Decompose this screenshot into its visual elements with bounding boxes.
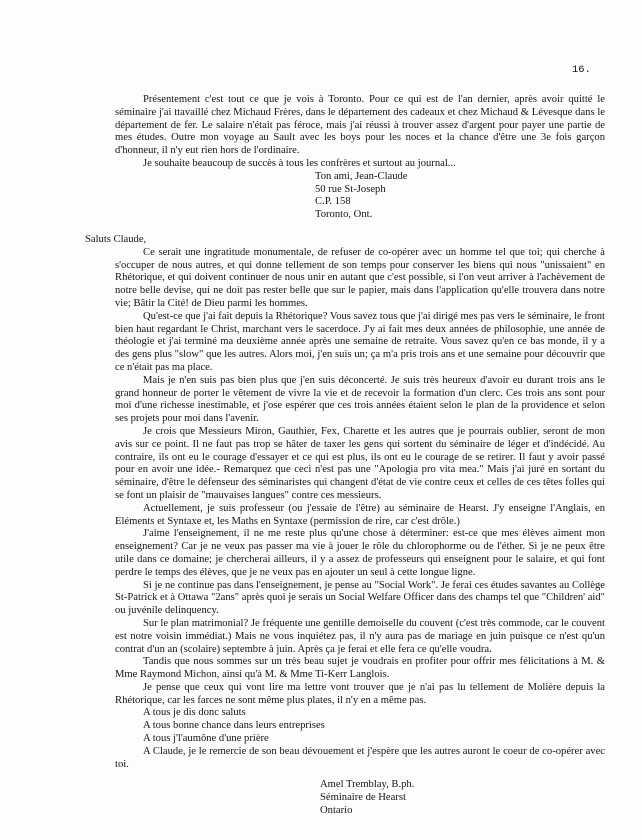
signature-line: 50 rue St-Joseph <box>315 183 386 195</box>
signature-line: Ton ami, Jean-Claude <box>315 170 408 182</box>
letter2-paragraph: Qu'est-ce que j'ai fait depuis la Rhétorique? Vous savez tous que j'ai dirigé mes pas vers le séminaire, le front bien haut regardant le Christ, marchant vers le sacerdoce. J'y ai fait mes deux années de philosophie, une année de théologie et j'ai terminé ma deuxième année après une semaine de retraite. Vous savez qu'en ce bas monde, il y a des gens plus "slow" que les autres. Alors moi, j'en suis un; ça m'a pris trois ans et une semaine pour découvrir que ce n'était pas ma place. <box>115 310 605 373</box>
signature-line: Ontario <box>320 805 353 817</box>
letter1-signature <box>315 171 605 222</box>
letter-one <box>115 94 605 222</box>
signature-line: C.P. 158 <box>315 196 351 208</box>
salutation: Saluts Claude, <box>85 234 147 245</box>
signature-line: Amel Tremblay, B.ph. <box>320 779 415 791</box>
signature-line: Toronto, Ont. <box>315 209 373 221</box>
signature-line: Séminaire de Hearst <box>320 792 406 804</box>
letter2-paragraph: Tandis que nous sommes sur un très beau sujet je voudrais en profiter pour offrir mes félicitations à M. & Mme Raymond Michon, ainsi qu'à M. & Mme Ti-Kerr Langlois. <box>115 656 605 681</box>
letter2-paragraph: Si je ne continue pas dans l'enseignement, je pense au "Social Work". Je ferai ces études savantes au Collège St-Patrick et à Ottawa "2ans" après quoi je serais un Social Welfare Officer dans des champs tel que "Children' aid" ou juvénile delinquency. <box>115 579 605 617</box>
closing-line: A tous bonne chance dans leurs entreprises <box>143 720 325 732</box>
closing-line: A Claude, je le remercie de son beau dévouement et j'espère que les autres auront le coeur de co-opérer avec toi. <box>115 745 605 770</box>
letter2-paragraph: Je pense que ceux qui vont lire ma lettre vont trouver que je n'ai pas lu tellement de Molière depuis la Rhétorique, car les farces ne sont même plus plates, il n'y en a même pas. <box>115 681 605 706</box>
letter1-paragraph-2: Je souhaite beaucoup de succès à tous les confrères et surtout au journal... <box>143 157 456 169</box>
page-number: 16. <box>572 64 591 76</box>
letter2-signature <box>320 779 605 817</box>
letter1-paragraph-1: Présentement c'est tout ce que je vois à Toronto. Pour ce qui est de l'an dernier, après avoir quitté le séminaire j'ai ttavaillé chez Michaud Frères, dans le département des cadeaux et chez Michaud & Lévesque dans le département de fer. Le salaire n'était pas féroce, mais j'ai réussi à trouver assez d'argent pour payer une partie de mes études. Outre mon voyage au Sault avec les boys pour les noces et la chance d'être une 3e fois garçon d'honneur, il n'y eut rien hors de l'ordinaire. <box>115 94 605 157</box>
letter2-paragraph: Sur le plan matrimonial? Je fréquente une gentille demoiselle du couvent (c'est très commode, car le couvent est notre voisin immédiat.) Mais ne vous inquiétez pas, il n'y aura pas de mariage en juin puisque ce n'est qu'un contrat d'un an (scolaire) septembre à juin. Après ça je ferai et elle fera ce qu'elle voudra. <box>115 617 605 655</box>
letter2-paragraph: Ce serait une ingratitude monumentale, de refuser de co-opérer avec un homme tel que toi; qui cherche à s'occuper de nous autres, et qui donne tellement de son temps pour conserver les biens qui nous "unissaient" en Rhétorique, et qui doivent continuer de nous unir en autant que c'est possible, si l'on veut arriver à l'achèvement de notre belle devise, qui ne doit pas rester belle que sur le papier, mais dans l'application qu'elle trouvera dans notre vie; Bâtir la Cité! de Dieu parmi les hommes. <box>115 246 605 309</box>
letter-two <box>85 234 605 818</box>
letter2-paragraph: Je crois que Messieurs Miron, Gauthier, Fex, Charette et les autres que je pourrais oublier, seront de mon avis sur ce point. Il ne faut pas trop se hâter de taxer les gens qui sortent du séminaire de léger et d'indécidé. Au contraire, ils ont eu le courage d'essayer et ce qui est plus, ils ont eu le courage de se retirer. Il faut y avoir passé pour en avoir une idée.- Remarquez que ceci n'est pas une "Apologia pro vita mea." Mais j'ai juré en sortant du séminaire, d'être le défenseur des séminaristes qui changent d'état de vie contre ceux et celles de ces têtes folles qui se font un plaisir de "mauvaises langues" contre ces messieurs. <box>115 425 605 501</box>
closing-line: A tous j'l'aumône d'une prière <box>143 733 269 745</box>
letter2-paragraph: J'aime l'enseignement, il ne me reste plus qu'une chose à déterminer: est-ce que mes élèves aiment mon enseignement? Car je ne veux pas passer ma vie à jouer le rôle du chlorophorme ou de l'éther. Si je ne peux être utile dans ce domaine; je chercherai ailleurs, il y a assez de professeurs qui enseignent pour le salaire, et qui font perdre le temps des élèves, que je ne veux pas en ajouter un seul à cette longue ligne. <box>115 528 605 578</box>
letter2-paragraph: Actuellement, je suis professeur (ou j'essaie de l'être) au séminaire de Hearst. J'y enseigne l'Anglais, en Eléments et Syntaxe et, les Maths en Syntaxe (permission de rire, car c'est drôle.) <box>115 502 605 527</box>
letter2-paragraph: Mais je n'en suis pas bien plus que j'en suis déconcerté. Je suis très heureux d'avoir eu durant trois ans le grand honneur de porter le vêtement de vivre la vie et de recevoir la formation d'un clerc. Ces trois ans sont pour moi d'une richesse inestimable, et j'ose espérer que ces trois années étaient selon le plan de la providence et selon ses projets pour moi dans l'avenir. <box>115 374 605 425</box>
closing-line: A tous je dis donc saluts <box>143 707 246 719</box>
